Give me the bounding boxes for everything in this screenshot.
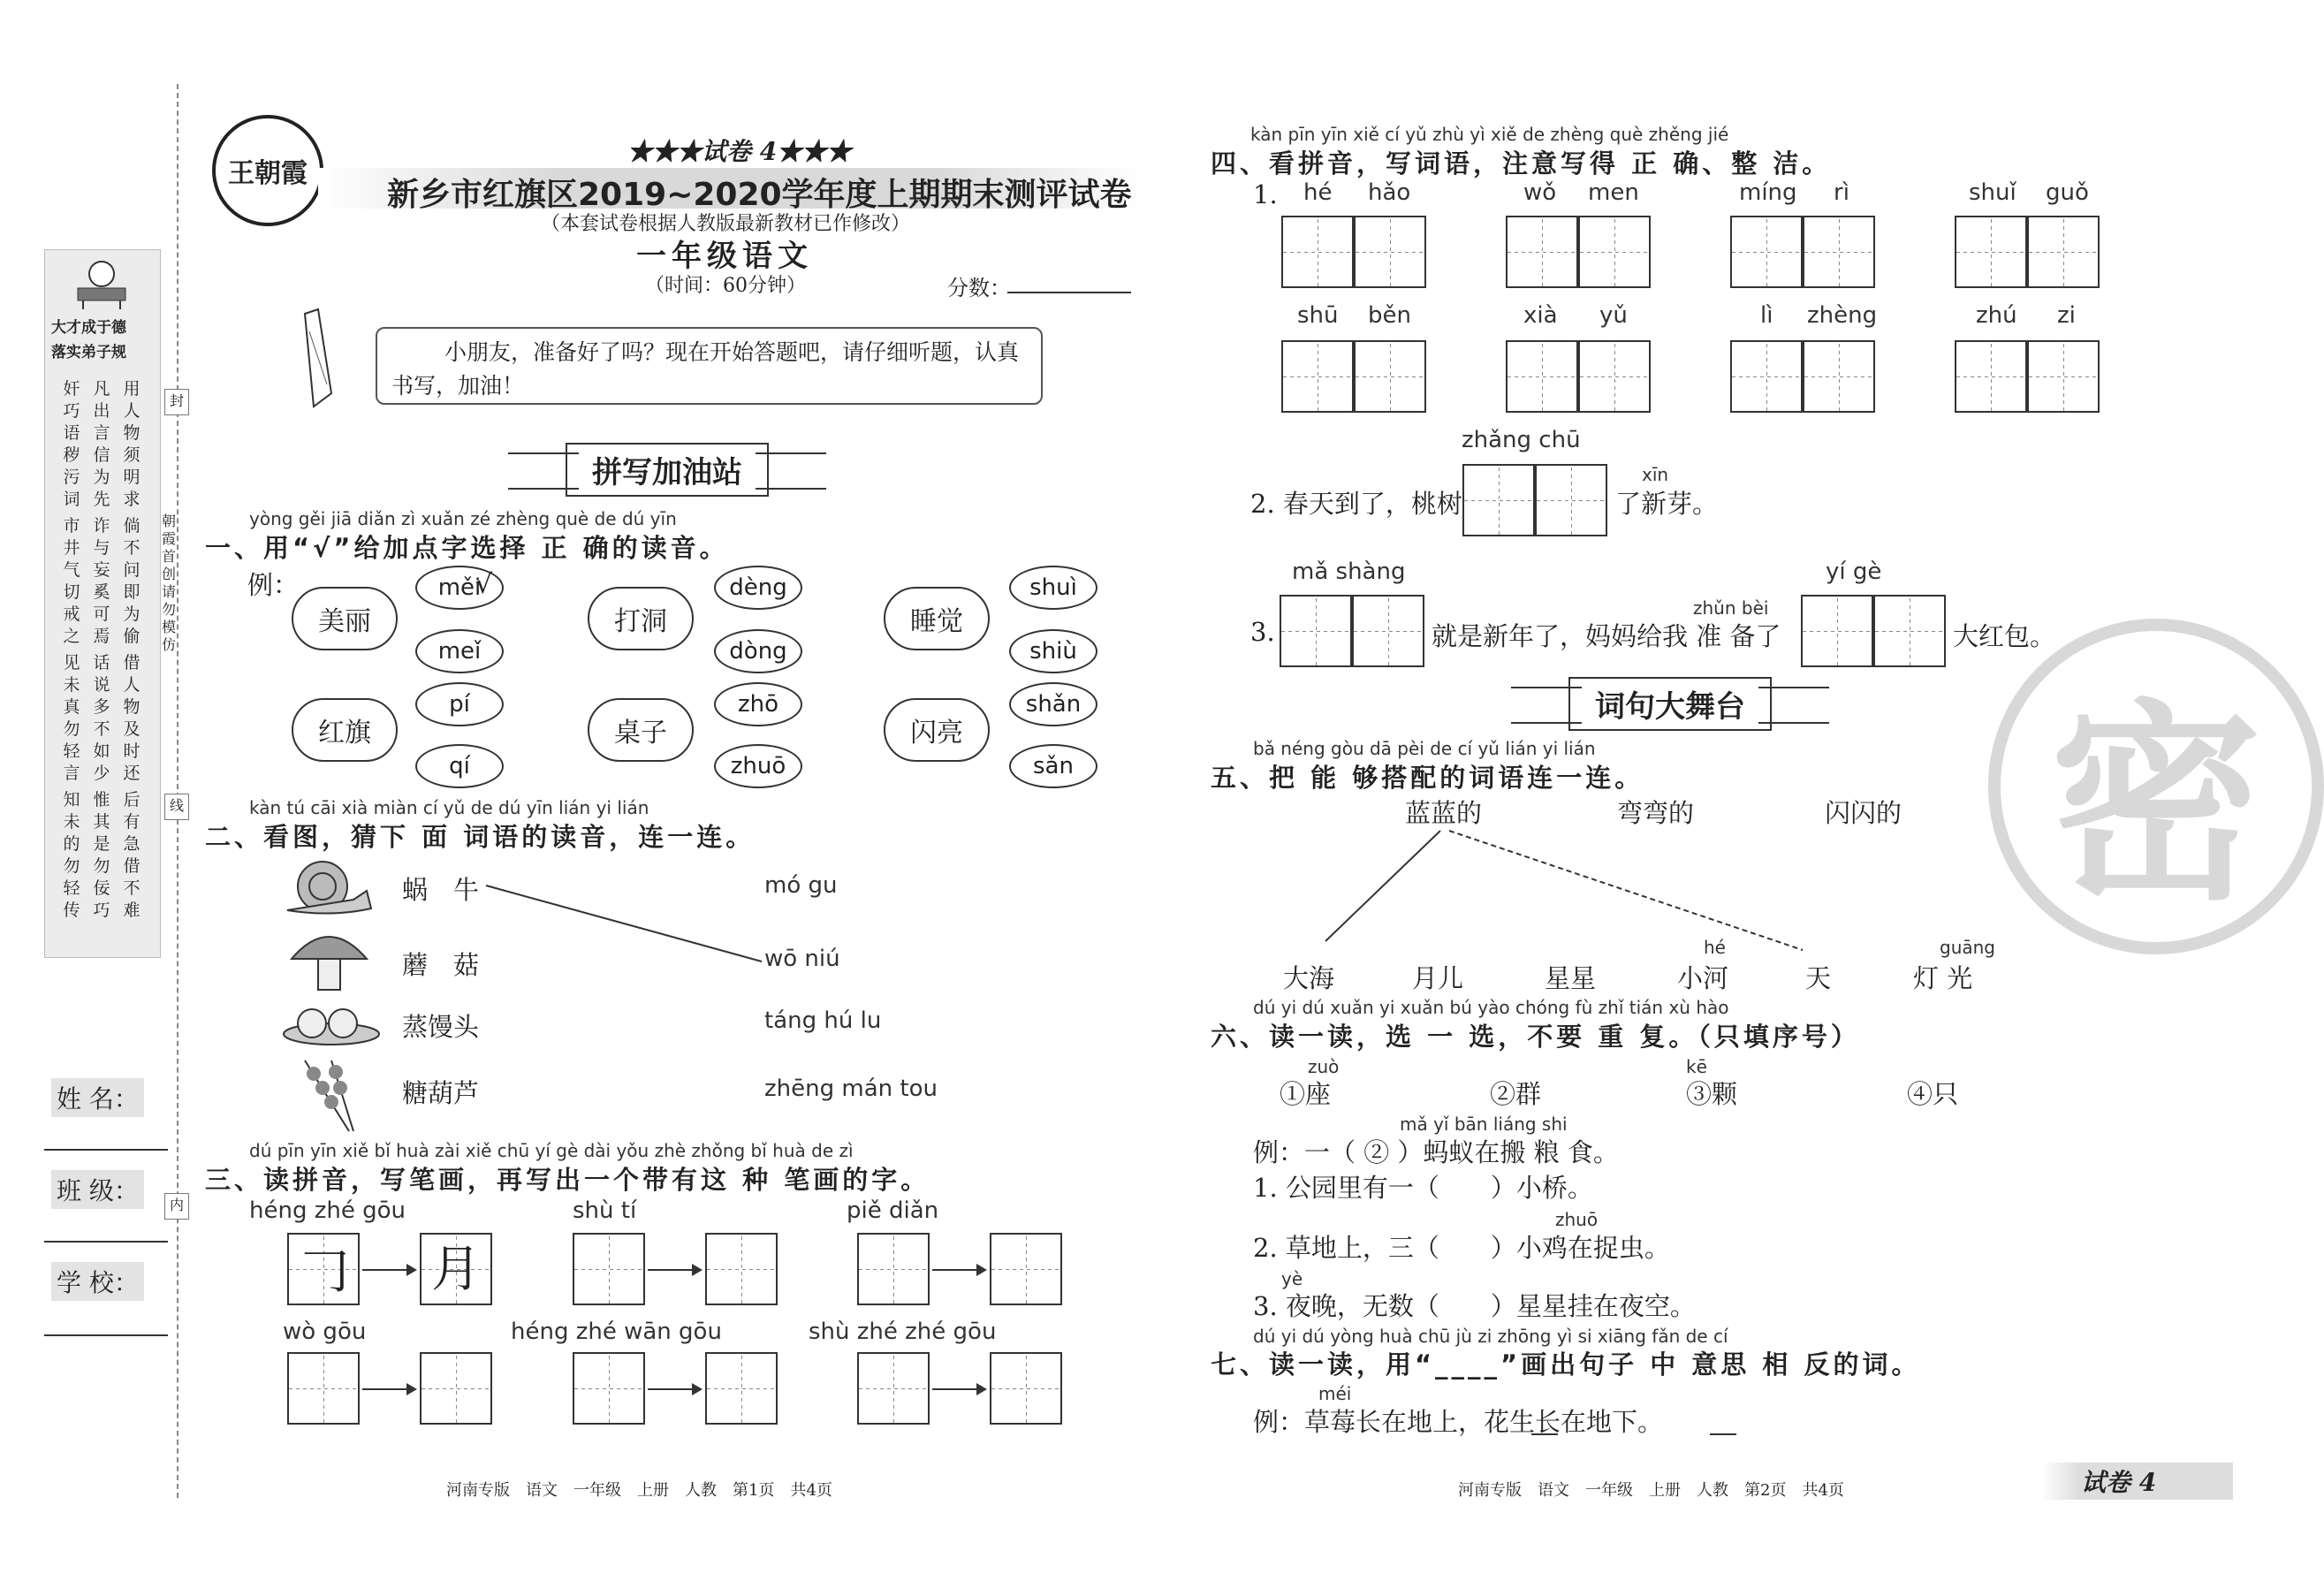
q1-option-5a[interactable]: zhō [714, 682, 802, 726]
q5-bottom-py-6: guāng [1940, 937, 1995, 958]
q5-bottom-4: 小河 [1677, 963, 1729, 993]
q7-example-underline-1 [1531, 1433, 1558, 1435]
exam-time: （时间：60分钟） [645, 275, 806, 297]
q6-option-4: ④只 [1907, 1079, 1959, 1109]
binding-mark-line: 线 [164, 794, 189, 820]
stamp-char: 密 [2049, 680, 2262, 929]
q3-stroke-3: piě diǎn [847, 1197, 939, 1224]
q6-s3-pinyin: yè [1281, 1268, 1303, 1289]
q1-option-3b[interactable]: shiù [1009, 629, 1097, 673]
q1-word-2: 打洞 [588, 587, 694, 650]
sidebar-column-8: 惟其是勿佞巧 [93, 790, 110, 920]
q5-bottom-2: 月儿 [1412, 963, 1464, 993]
q4-r2-w4-p1: zhú [1976, 302, 2017, 329]
q6-option-1: ①座 [1280, 1079, 1332, 1109]
q2-word-2: 蘑 菇 [402, 950, 480, 980]
q4-r1-w3-p1: míng [1739, 179, 1797, 206]
sidebar-motto-2: 落实弟子规 [51, 344, 126, 361]
q4-num-1: 1. [1253, 179, 1278, 209]
q1-option-6a[interactable]: shǎn [1009, 682, 1097, 726]
binding-mark-seal: 封 [164, 389, 189, 415]
q4-s3-text-b: 大红包。 [1953, 621, 2056, 651]
q6-title: 六、读一读，选 一 选，不要 重 复。（只填序号） [1211, 1022, 1860, 1052]
q4-r1-w4-p1: shuǐ [1969, 179, 2016, 206]
q3-stroke-2: shù tí [573, 1197, 637, 1224]
score-label: 分数： [947, 276, 1011, 300]
q4-r1-w3-p2: rì [1834, 179, 1849, 206]
q1-option-4a[interactable]: pí [415, 682, 504, 726]
sidebar-column-1: 奸巧语秽污词 [63, 379, 80, 509]
q4-r1-w4-p2: guǒ [2046, 179, 2089, 206]
q1-pinyin: yòng gěi jiā diǎn zì xuǎn zé zhèng què de dú yīn [249, 508, 677, 529]
q6-sentence-2: 2. 草地上，三（ ）小鸡在捉虫。 [1253, 1233, 1670, 1263]
paper-series: ★★★试卷 4★★★ [627, 137, 852, 166]
school-label: 学 校： [51, 1262, 144, 1301]
q1-option-2a[interactable]: dèng [714, 566, 802, 610]
q4-r1-w2-p1: wǒ [1523, 179, 1557, 206]
q4-r2-w1-p1: shū [1297, 302, 1339, 329]
q3-title: 三、读拼音，写笔画，再写出一个带有这 种 笔画的字。 [205, 1165, 930, 1195]
q4-r1-w2-p2: men [1588, 179, 1639, 206]
q2-word-3: 蒸馒头 [402, 1012, 480, 1042]
sidebar-column-11: 借人物及时还 [123, 653, 141, 783]
q4-s3-num: 3. [1250, 617, 1275, 647]
binding-mark-inside: 内 [164, 1193, 189, 1220]
q2-word-4: 糖葫芦 [402, 1078, 480, 1108]
sidebar-column-2: 市井气切戒之 [63, 516, 80, 646]
brand-logo-text: 王朝霞 [228, 158, 308, 189]
q1-option-4b[interactable]: qí [415, 744, 504, 788]
q2-reading-4: zhēng mán tou [764, 1076, 938, 1102]
q4-s3-zhunbei: zhǔn bèi [1693, 597, 1769, 619]
q7-example: 例：草莓长在地上，花生长在地下。 [1253, 1407, 1664, 1437]
footer-left: 河南专版 语文 一年级 上册 人教 第1页 共4页 [446, 1481, 832, 1500]
q6-option-3: ③颗 [1686, 1079, 1738, 1109]
footer-badge [2041, 1463, 2233, 1500]
q2-reading-3: táng hú lu [764, 1007, 882, 1034]
q6-pinyin: dú yi dú xuǎn yi xuǎn bú yào chóng fù zhǐ tián xù hào [1253, 997, 1729, 1018]
q1-option-3a[interactable]: shuì [1009, 566, 1097, 610]
intro-text: 小朋友，准备好了吗？现在开始答题吧，请仔细听题，认真书写，加油！ [391, 339, 1020, 399]
q4-r2-w4-p2: zi [2057, 302, 2076, 329]
side-note: 朝霞首创 请勿模仿 [161, 513, 176, 653]
q4-s2-text-b: 了新芽。 [1615, 489, 1719, 519]
q1-option-5b[interactable]: zhuō [714, 744, 802, 788]
q4-s2-text-a: 2. 春天到了，桃树 [1250, 489, 1462, 519]
q1-example-label: 例： [247, 570, 300, 600]
q4-s3-pinyin-1: mǎ shàng [1292, 559, 1406, 585]
q5-top-2: 弯弯的 [1617, 798, 1695, 828]
sidebar-column-12: 后有急借不难 [123, 790, 141, 920]
sidebar-column-5: 凡出言信为先 [93, 379, 110, 509]
q3-stroke-1: héng zhé gōu [249, 1197, 406, 1224]
sidebar-motto-1: 大才成于德 [51, 319, 126, 337]
q4-s3-pinyin-2: yí gè [1826, 559, 1882, 585]
q4-r2-w2-p1: xià [1523, 302, 1558, 329]
paper-title: 新乡市红旗区2019~2020学年度上期期末测评试卷 [387, 177, 1132, 213]
q5-top-1: 蓝蓝的 [1405, 798, 1483, 828]
q3-example-char: 月 [431, 1241, 481, 1298]
q6-option-2: ②群 [1490, 1079, 1542, 1109]
q4-r2-w3-p2: zhèng [1807, 302, 1878, 329]
q6-s2-pinyin: zhuō [1555, 1209, 1599, 1230]
q3-stroke-4: wò gōu [283, 1319, 367, 1345]
q1-option-6b[interactable]: sǎn [1009, 744, 1097, 788]
q5-bottom-1: 大海 [1283, 963, 1335, 993]
q4-s2-xin: xīn [1642, 464, 1669, 485]
section-banner-sentences-label: 词句大舞台 [1568, 677, 1772, 731]
paper-note: （本套试卷根据人教版最新教材已作修改） [541, 213, 911, 235]
q7-example-pinyin: méi [1318, 1383, 1352, 1404]
q5-bottom-py-4: hé [1704, 937, 1726, 958]
class-label: 班 级： [51, 1170, 144, 1209]
q4-pinyin: kàn pīn yīn xiě cí yǔ zhù yì xiě de zhèng què zhěng jié [1250, 124, 1729, 145]
sidebar-column-6: 诈与妄奚可焉 [93, 516, 110, 646]
q2-reading-2: wō niú [764, 946, 840, 972]
q7-title: 七、读一读，用“____”画出句子 中 意思 相 反的词。 [1211, 1349, 1921, 1380]
q1-option-1a[interactable]: měi [415, 566, 504, 610]
q2-word-1: 蜗 牛 [402, 875, 480, 905]
paper-subject: 一年级语文 [636, 239, 813, 274]
q5-bottom-5: 天 [1805, 963, 1832, 993]
q6-sentence-3: 3. 夜晚，无数（ ）星星挂在夜空。 [1253, 1291, 1696, 1321]
q6-example: 例：一（ ② ）蚂蚁在搬 粮 食。 [1253, 1137, 1619, 1167]
q5-title: 五、把 能 够搭配的词语连一连。 [1211, 763, 1644, 793]
q6-opt-py-3: kē [1686, 1056, 1707, 1077]
check-mark-icon: √ [475, 569, 493, 600]
q6-example-pinyin: mǎ yǐ bān liáng shi [1400, 1114, 1568, 1135]
q4-s3-text-a: 就是新年了，妈妈给我 准 备了 [1432, 621, 1781, 651]
q2-reading-1: mó gu [764, 872, 838, 899]
footer-badge-label: 试卷 4 [2081, 1468, 2157, 1497]
q1-option-1b[interactable]: meǐ [415, 629, 504, 673]
q1-title: 一、用“√”给加点字选择 正 确的读音。 [205, 533, 729, 563]
q1-word-5: 桌子 [588, 698, 694, 762]
q6-opt-py-1: zuò [1308, 1056, 1340, 1077]
q4-r1-w1-p1: hé [1303, 179, 1333, 206]
q5-top-3: 闪闪的 [1825, 798, 1902, 828]
q1-word-3: 睡觉 [884, 587, 990, 650]
sidebar-column-9: 用人物须明求 [123, 379, 141, 509]
q3-stroke-6: shù zhé zhé gōu [809, 1319, 997, 1345]
q1-word-6: 闪亮 [884, 698, 990, 762]
q2-title: 二、看图，猜下 面 词语的读音，连一连。 [205, 822, 756, 852]
q1-word-1: 美丽 [292, 587, 398, 650]
sidebar-column-4: 知未的勿轻传 [63, 790, 80, 920]
sidebar-column-10: 倘不问即为偷 [123, 516, 141, 646]
q6-sentence-1: 1. 公园里有一（ ）小桥。 [1253, 1173, 1593, 1203]
sidebar-column-3: 见未真勿轻言 [63, 653, 80, 783]
q5-bottom-6: 灯 光 [1913, 963, 1973, 993]
q1-word-4: 红旗 [292, 698, 398, 762]
q4-r1-w1-p2: hǎo [1368, 179, 1411, 206]
q7-example-underline-2 [1710, 1433, 1736, 1435]
q4-r2-w1-p2: běn [1368, 302, 1411, 329]
q2-pinyin: kàn tú cāi xià miàn cí yǔ de dú yīn lián yi lián [249, 797, 649, 818]
q7-pinyin: dú yi dú yòng huà chū jù zi zhōng yì si xiāng fǎn de cí [1253, 1326, 1728, 1347]
section-banner-spelling-label: 拼写加油站 [566, 443, 769, 497]
q1-option-2b[interactable]: dòng [714, 629, 802, 673]
q5-bottom-3: 星星 [1545, 963, 1597, 993]
q4-r2-w3-p1: lì [1760, 302, 1773, 329]
q4-r2-w2-p2: yǔ [1599, 302, 1628, 329]
q3-example-stroke: 𠃌 [297, 1240, 349, 1300]
q4-title: 四、看拼音，写词语，注意写得 正 确、整 洁。 [1211, 148, 1832, 179]
name-label: 姓 名： [51, 1078, 144, 1117]
q4-s2-pinyin: zhǎng chū [1462, 427, 1581, 453]
footer-right: 河南专版 语文 一年级 上册 人教 第2页 共4页 [1458, 1481, 1844, 1500]
q5-pinyin: bǎ néng gòu dā pèi de cí yǔ lián yi lián [1253, 738, 1596, 759]
q3-pinyin: dú pīn yīn xiě bǐ huà zài xiě chū yí gè dài yǒu zhè zhǒng bǐ huà de zì [249, 1140, 854, 1161]
q3-stroke-5: héng zhé wān gōu [511, 1319, 722, 1345]
sidebar-column-7: 话说多不如少 [93, 653, 110, 783]
